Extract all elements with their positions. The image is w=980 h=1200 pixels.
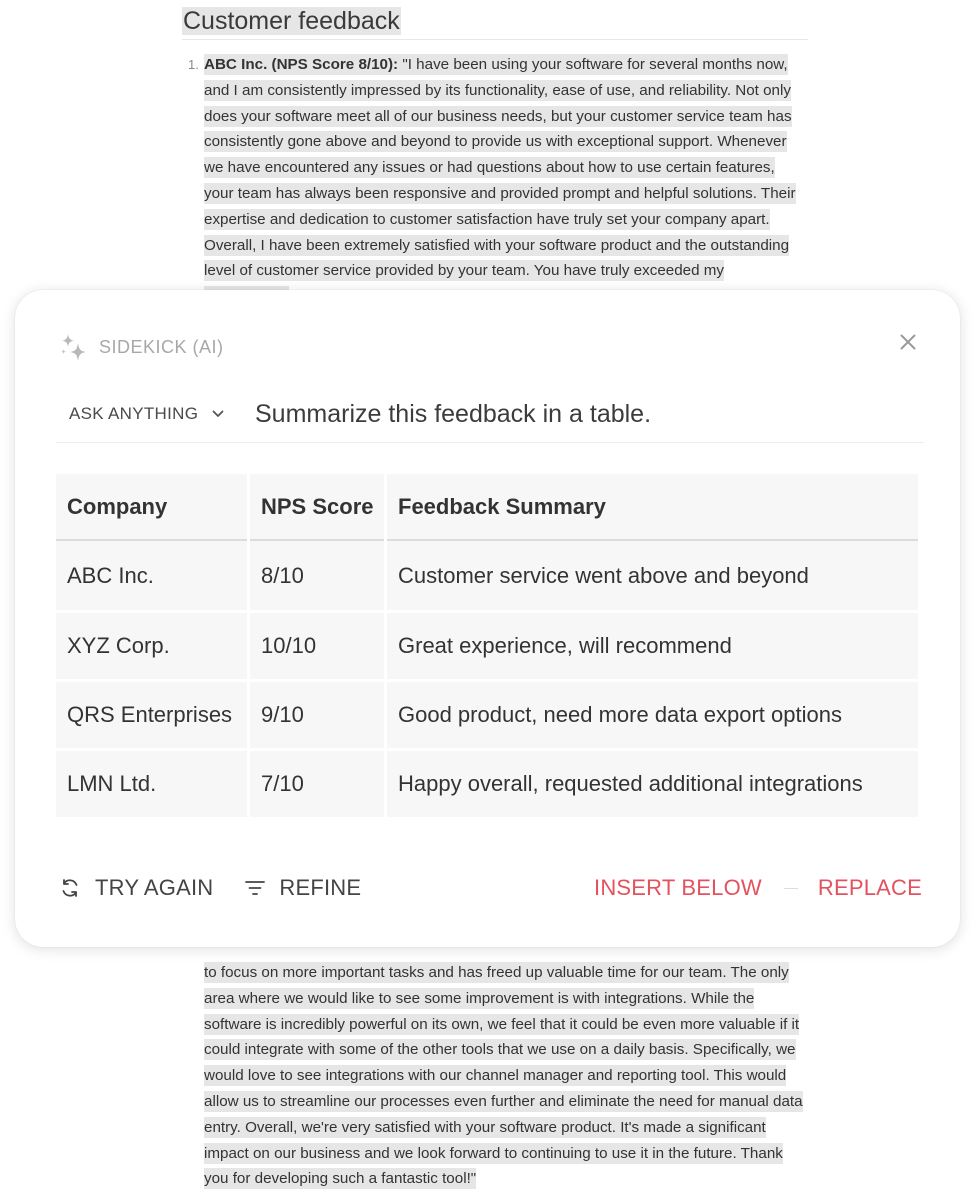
header-feedback-summary: Feedback Summary — [387, 474, 918, 541]
mode-dropdown[interactable] — [56, 404, 255, 424]
cell-company: ABC Inc. — [56, 541, 247, 610]
replace-button[interactable]: REPLACE — [817, 875, 922, 900]
close-button[interactable] — [896, 330, 920, 354]
feedback-text: "I have been using your software for several months now, and I am consistently impressed by its functionality, ease of use, and reliability. Not only does your software meet all of our business needs, but your customer service team has consistently gone above and beyond to provide us with exceptional support. Whenever we have encountered any issues or had questions about how to use certain features, your team has always been responsive and provided prompt and helpful solutions. Their expertise and dedication to customer satisfaction have truly set your company apart. Overall, I have been extremely satisfied with your software product and the outstanding level of customer service provided by your team. You have truly exceeded my — [204, 56, 796, 280]
refine-button[interactable] — [245, 875, 361, 901]
cell-nps-score: 8/10 — [250, 541, 384, 610]
table-row — [56, 610, 918, 679]
cell-company: XYZ Corp. — [56, 610, 247, 679]
cell-feedback-summary: Customer service went above and beyond — [387, 541, 918, 610]
refine-label: REFINE — [279, 875, 362, 900]
sidekick-panel — [15, 290, 960, 947]
cell-feedback-summary: Happy overall, requested additional integrations — [387, 748, 918, 817]
cell-nps-score: 7/10 — [250, 748, 384, 817]
cell-company: QRS Enterprises — [56, 679, 247, 748]
summary-table — [53, 474, 921, 817]
feedback-continuation — [204, 960, 808, 1194]
close-icon — [900, 334, 916, 350]
mode-label: ASK ANYTHING — [69, 404, 199, 423]
cell-feedback-summary: Good product, need more data export options — [387, 679, 918, 748]
feedback-entry-abc — [204, 52, 808, 284]
insert-below-button[interactable]: INSERT BELOW — [594, 875, 762, 900]
cell-feedback-summary: Great experience, will recommend — [387, 610, 918, 679]
cell-nps-score: 9/10 — [250, 679, 384, 748]
panel-header — [59, 332, 224, 362]
list-number: 1. — [188, 57, 199, 72]
chevron-down-icon — [212, 410, 224, 418]
refresh-icon — [59, 877, 81, 899]
feedback-company: ABC Inc. (NPS Score 8/10): — [204, 56, 399, 73]
table-row — [56, 748, 918, 817]
table-row — [56, 541, 918, 610]
table-header-row — [56, 474, 918, 541]
sparkle-icon — [59, 333, 87, 361]
header-company: Company — [56, 474, 247, 541]
feedback-continuation-text: to focus on more important tasks and has freed up valuable time for our team. The only area where we would like to see some improvement is with integrations. While the software is incredibly powerful on its own, we feel that it could be even more valuable if it could integrate with some of the other tools that we use on a daily basis. Specifically, we would love to see integrations with our channel manager and reporting tool. This would allow us to streamline our processes even further and eliminate the need for manual data entry. Overall, we're very satisfied with your software product. It's made a significant impact on our business and we look forward to continuing to use it in the future. Thank you for developing such a fantastic tool!" — [204, 964, 803, 1188]
cell-company: LMN Ltd. — [56, 748, 247, 817]
prompt-input[interactable] — [255, 400, 915, 429]
try-again-label: TRY AGAIN — [95, 875, 214, 900]
document-title: Customer feedback — [182, 4, 808, 40]
header-nps-score: NPS Score — [250, 474, 384, 541]
divider — [784, 888, 798, 889]
try-again-button[interactable] — [59, 875, 213, 901]
panel-title: SIDEKICK (AI) — [99, 336, 224, 357]
prompt-row — [56, 386, 924, 443]
cell-nps-score: 10/10 — [250, 610, 384, 679]
table-row — [56, 679, 918, 748]
action-bar — [59, 870, 922, 906]
filter-icon — [245, 880, 265, 896]
